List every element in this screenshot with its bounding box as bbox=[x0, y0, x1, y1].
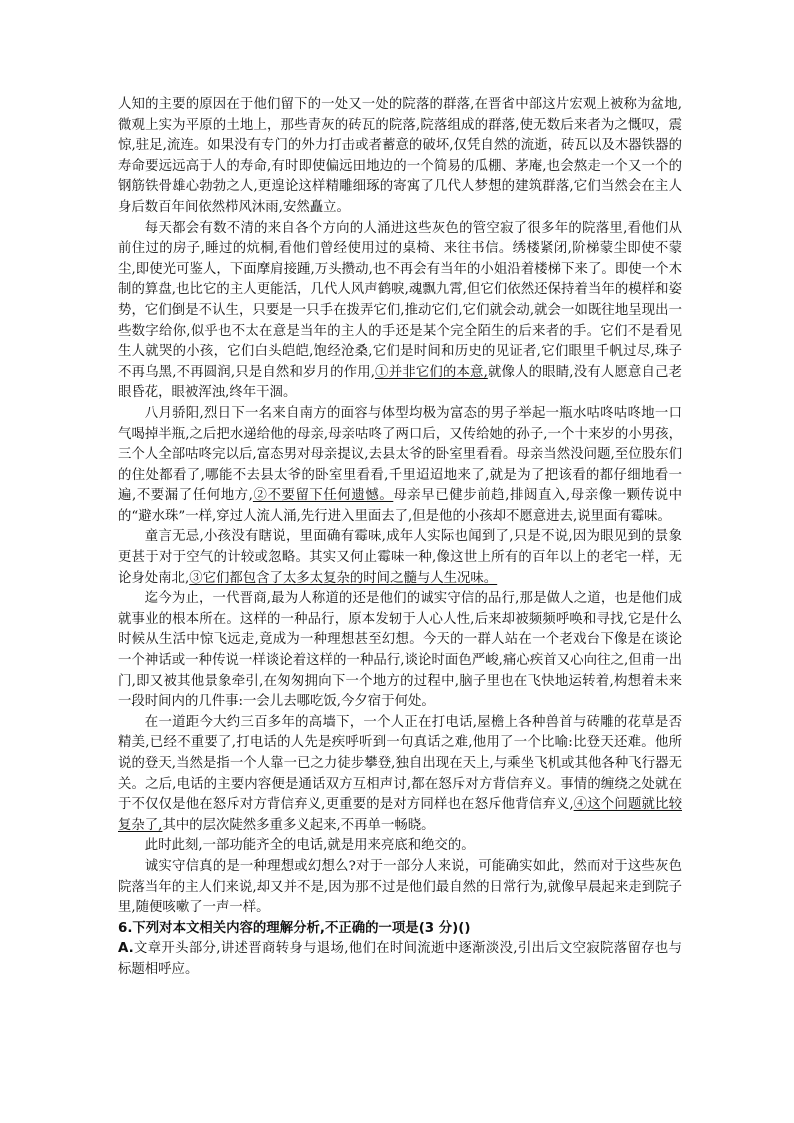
paragraph-6-text: 在一道距今大约三百多年的高墙下，一个人正在打电话,屋檐上各种兽首与砖雕的花草是否精美,已经不重要了,打电话的人先是疾呼听到一句真话之难,他用了一个比喻:比登天还难。他所说的登天,当然是指一个人靠一已之力徒步攀登,独自出现在天上,与乘坐飞机或其他各种飞行器无关。之后,电话的主要内容便是通话双方互相声讨,都在怒斥对方背信弃义。事情的缠绕之处就在于不仅仅是他在怒斥对方背信弃义,更重要的是对方同样也在怒斥他背信弃义, bbox=[118, 714, 682, 813]
paragraph-2 bbox=[118, 219, 682, 404]
paragraph-7-text: 此时此刻,一部功能齐全的电话,就是用来亮底和绝交的。 bbox=[144, 838, 475, 854]
paragraph-6 bbox=[118, 713, 682, 837]
underlined-sentence-4: ④这个问题就比较复杂了, bbox=[118, 797, 682, 833]
paragraph-8-text: 诚实守信真的是一种理想或幻想么?对于一部分人来说，可能确实如此，然而对于这些灰色院落当年的主人们来说,却又并不是,因为那不过是他们最自然的日常行为,就像早晨起来走到院子里,随便咳嗽了一声一样。 bbox=[118, 858, 682, 916]
paragraph-6-text-end: 其中的层次陡然多重多义起来,不再单一畅晓。 bbox=[162, 817, 435, 833]
paragraph-5 bbox=[118, 589, 682, 713]
paragraph-4 bbox=[118, 527, 682, 589]
question-6-stem: 6.下列对本文相关内容的理解分析,不正确的一项是(3 分)() bbox=[118, 920, 471, 936]
paragraph-4-text: 童言无忌,小孩没有瞎说，里面确有霉味,成年人实际也闻到了,只是不说,因为眼见到的景象更甚于对于空气的计较或忽略。其实又何止霉味一种,像这世上所有的百年以上的老宅一样，无论身处南北, bbox=[118, 529, 682, 586]
paragraph-2-text: 每天都会有数不清的来自各个方向的人涌进这些灰色的管空寂了很多年的院落里,看他们从前住过的房子,睡过的炕桐,看他们曾经使用过的桌椅、来往书信。绣楼紧闭,阶梯蒙尘即使不蒙尘,即使光可鉴人，下面摩肩接踵,万头攒动,也不再会有当年的小姐沿着楼梯下来了。即使一个木制的算盘,也比它的主人更能活，几代人风声鹤唳,魂飘九霄,但它们依然还保持着当年的模样和姿势，它们倒是不认生，只要是一只手在拨弄它们,推动它们,它们就会动,就会一如既往地呈现出一些数字给你,似乎也不太在意是当年的主人的手还是某个完全陌生的后来者的手。它们不是看见生人就哭的小孩，它们白头皑皑,饱经沧桑,它们是时间和历史的见证者,它们眼里千帆过尽,珠子不再乌黑,不再圆润,只是自然和岁月的作用, bbox=[118, 220, 682, 380]
underlined-sentence-2: ②不要留下任何遗憾。 bbox=[252, 488, 394, 504]
paragraph-3 bbox=[118, 404, 682, 528]
option-a-label: A. bbox=[118, 941, 134, 957]
document-page bbox=[118, 95, 682, 981]
paragraph-3-text: 八月骄阳,烈日下一名来自南方的面容与体型均极为富态的男子举起一瓶水咕咚咕咚地一口气喝掉半瓶,之后把水递给他的母亲,母亲咕咚了两口后，又传给她的孙子,一个十来岁的小男孩，三个人全部咕咚完以后,富态男对母亲提议,去县太爷的卧室里看看。母亲当然没问题,至位股东们的住处都看了,哪能不去县太爷的卧室里看看,千里迢迢地来了,就是为了把该看的都仔细地看一遍,不要漏了任何地方, bbox=[118, 405, 682, 504]
paragraph-3-text-end: 母亲早已健步前趋,排闼直入,母亲像一颗传说中的“避水珠”一样,穿过人流人涌,先行进入里面去了,但是他的小孩却不愿意进去,说里面有霉味。 bbox=[118, 488, 683, 524]
option-a bbox=[118, 939, 682, 980]
paragraph-7 bbox=[118, 836, 682, 857]
paragraph-2-text-end: 就像人的眼睛,没有人愿意自己老眼昏花，眼被浑浊,终年干涸。 bbox=[118, 364, 682, 401]
paragraph-1-text: 人知的主要的原因在于他们留下的一处又一处的院落的群落,在晋省中部这片宏观上被称为盆地,微观上实为平原的土地上，那些青灰的砖瓦的院落,院落组成的群落,使无数后来者为之慨叹，震惊,驻足,流连。如果没有专门的外力打击或者蓄意的破坏,仅凭自然的流逝，砖瓦以及木器铁器的寿命要远远高于人的寿命,有时即使偏远田地边的一个简易的瓜棚、茅庵,也会熬走一个又一个的钢筋铁骨雄心勃勃之人,更遑论这样精雕细琢的寄寓了几代人梦想的建筑群落,它们当然会在主人身后数百年间依然栉风沐雨,安然矗立。 bbox=[118, 97, 682, 215]
paragraph-8 bbox=[118, 857, 682, 919]
paragraph-1 bbox=[118, 95, 682, 219]
option-a-text: 文章开头部分,讲述晋商转身与退场,他们在时间流逝中逐渐淡没,引出后文空寂院落留存也与标题相呼应。 bbox=[118, 941, 682, 977]
underlined-sentence-3: ③它们都包含了太多太复杂的时间之髓与人生况味。 bbox=[189, 570, 498, 586]
underlined-sentence-1: ①并非它们的本意, bbox=[375, 364, 488, 380]
paragraph-5-text: 迄今为止，一代晋商,最为人称道的还是他们的诚实守信的品行,那是做人之道，也是他们成就事业的根本所在。这样的一种品行，原本发轫于人心人性,后来却被频频呼唤和寻找,它是什么时候从生活中惊飞远走,竟成为一种理想甚至幻想。今天的一群人站在一个老戏台下像是在谈论一个神话或一种传说一样谈论着这样的一种品行,谈论时面色严峻,痛心疾首又心向往之,但甫一出门,即又被其他景象牵引,在匆匆拥向下一个地方的过程中,脑子里也在飞快地运转着,构想着未来一段时间内的几件事:一会儿去哪吃饭,今夕宿于何处。 bbox=[118, 591, 682, 710]
